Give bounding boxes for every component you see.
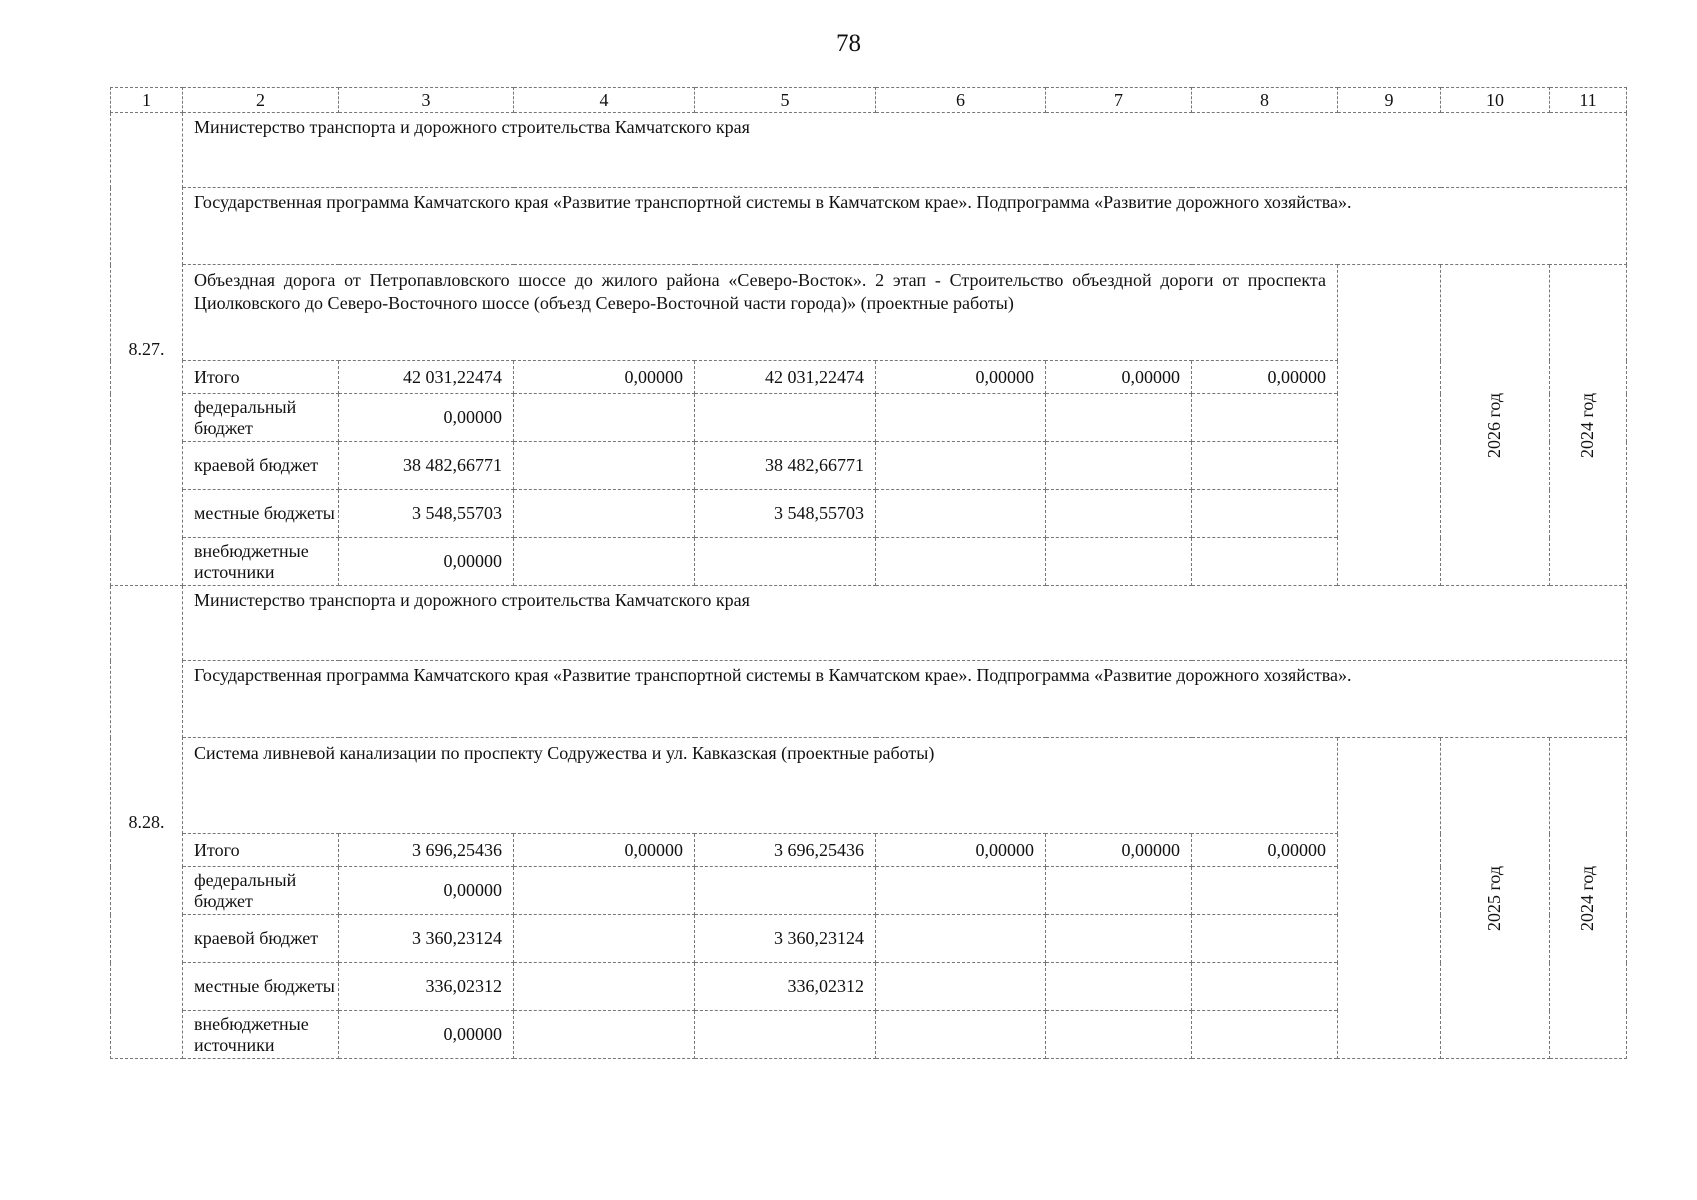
value-cell [1046,1011,1192,1059]
value-cell [695,1011,876,1059]
value-cell [514,442,695,490]
value-cell [1192,1011,1338,1059]
value-cell: 0,00000 [339,394,514,442]
value-cell [514,1011,695,1059]
col9-cell [1338,265,1441,586]
value-cell: 0,00000 [339,538,514,586]
value-cell [1046,538,1192,586]
value-cell: 42 031,22474 [695,361,876,394]
row-label: федеральный бюджет [183,394,339,442]
year-end: 2025 год [1484,865,1505,931]
value-cell: 38 482,66771 [339,442,514,490]
row-label: Итого [183,834,339,867]
value-cell [514,915,695,963]
value-cell [1192,867,1338,915]
value-cell: 3 548,55703 [695,490,876,538]
value-cell [1192,915,1338,963]
year-cell [1441,738,1550,1059]
value-cell: 38 482,66771 [695,442,876,490]
value-cell [1192,394,1338,442]
object-name: Система ливневой канализации по проспекту Содружества и ул. Кавказская (проектные работы) [183,738,1338,834]
value-cell: 3 360,23124 [339,915,514,963]
ministry-name: Министерство транспорта и дорожного строительства Камчатского края [183,113,1627,188]
value-cell [876,490,1046,538]
value-cell [876,538,1046,586]
year-end: 2026 год [1484,392,1505,458]
value-cell [695,538,876,586]
ministry-name: Министерство транспорта и дорожного строительства Камчатского края [183,586,1627,661]
row-label: федеральный бюджет [183,867,339,915]
year-start: 2024 год [1577,865,1598,931]
value-cell [514,538,695,586]
value-cell: 42 031,22474 [339,361,514,394]
value-cell [1046,394,1192,442]
value-cell: 0,00000 [1046,361,1192,394]
row-label: внебюджетные источники [183,1011,339,1059]
year-start: 2024 год [1577,392,1598,458]
col9-cell [1338,738,1441,1059]
value-cell: 0,00000 [514,834,695,867]
value-cell [876,394,1046,442]
value-cell [514,963,695,1011]
value-cell [1046,963,1192,1011]
value-cell [514,867,695,915]
value-cell: 0,00000 [1192,361,1338,394]
year-cell [1550,265,1627,586]
header-cell: 10 [1441,88,1550,113]
row-label: местные бюджеты [183,963,339,1011]
value-cell [876,915,1046,963]
header-cell: 6 [876,88,1046,113]
header-cell: 5 [695,88,876,113]
value-cell [1046,915,1192,963]
program-row [111,661,1627,738]
value-cell [1192,538,1338,586]
value-cell [1192,963,1338,1011]
value-cell: 336,02312 [339,963,514,1011]
value-cell: 3 696,25436 [695,834,876,867]
value-cell: 0,00000 [1192,834,1338,867]
value-cell: 0,00000 [1046,834,1192,867]
value-cell [1192,442,1338,490]
year-cell [1441,265,1550,586]
section-number: 8.27. [111,113,183,586]
program-name: Государственная программа Камчатского края «Развитие транспортной системы в Камчатском крае». Подпрограмма «Развитие дорожного хозяйства». [183,188,1627,265]
value-cell: 3 360,23124 [695,915,876,963]
value-cell [514,490,695,538]
value-cell: 3 548,55703 [339,490,514,538]
value-cell: 0,00000 [339,1011,514,1059]
header-cell: 4 [514,88,695,113]
value-cell [1046,867,1192,915]
object-name: Объездная дорога от Петропавловского шоссе до жилого района «Северо-Восток». 2 этап - Строительство объездной дороги от проспекта Циолковского до Северо-Восточного шоссе (объезд Северо-Восточной части города)» (проектные работы) [183,265,1338,361]
value-cell [695,867,876,915]
row-label: краевой бюджет [183,442,339,490]
value-cell [1046,442,1192,490]
row-label: внебюджетные источники [183,538,339,586]
row-label: местные бюджеты [183,490,339,538]
value-cell: 0,00000 [514,361,695,394]
ministry-row [111,113,1627,188]
value-cell [514,394,695,442]
object-row [111,265,1627,361]
value-cell [876,867,1046,915]
value-cell [695,394,876,442]
section-number: 8.28. [111,586,183,1059]
header-cell: 1 [111,88,183,113]
value-cell [876,1011,1046,1059]
object-row [111,738,1627,834]
header-cell: 9 [1338,88,1441,113]
value-cell [1192,490,1338,538]
value-cell: 3 696,25436 [339,834,514,867]
header-cell: 3 [339,88,514,113]
value-cell: 0,00000 [339,867,514,915]
value-cell: 336,02312 [695,963,876,1011]
value-cell: 0,00000 [876,834,1046,867]
value-cell [1046,490,1192,538]
value-cell [876,442,1046,490]
header-cell: 2 [183,88,339,113]
program-name: Государственная программа Камчатского края «Развитие транспортной системы в Камчатском крае». Подпрограмма «Развитие дорожного хозяйства». [183,661,1627,738]
row-label: Итого [183,361,339,394]
value-cell [876,963,1046,1011]
header-row [111,88,1627,113]
page-number: 78 [836,30,861,57]
header-cell: 11 [1550,88,1627,113]
row-label: краевой бюджет [183,915,339,963]
budget-table [110,87,1627,1059]
header-cell: 7 [1046,88,1192,113]
value-cell: 0,00000 [876,361,1046,394]
ministry-row [111,586,1627,661]
program-row [111,188,1627,265]
year-cell [1550,738,1627,1059]
header-cell: 8 [1192,88,1338,113]
